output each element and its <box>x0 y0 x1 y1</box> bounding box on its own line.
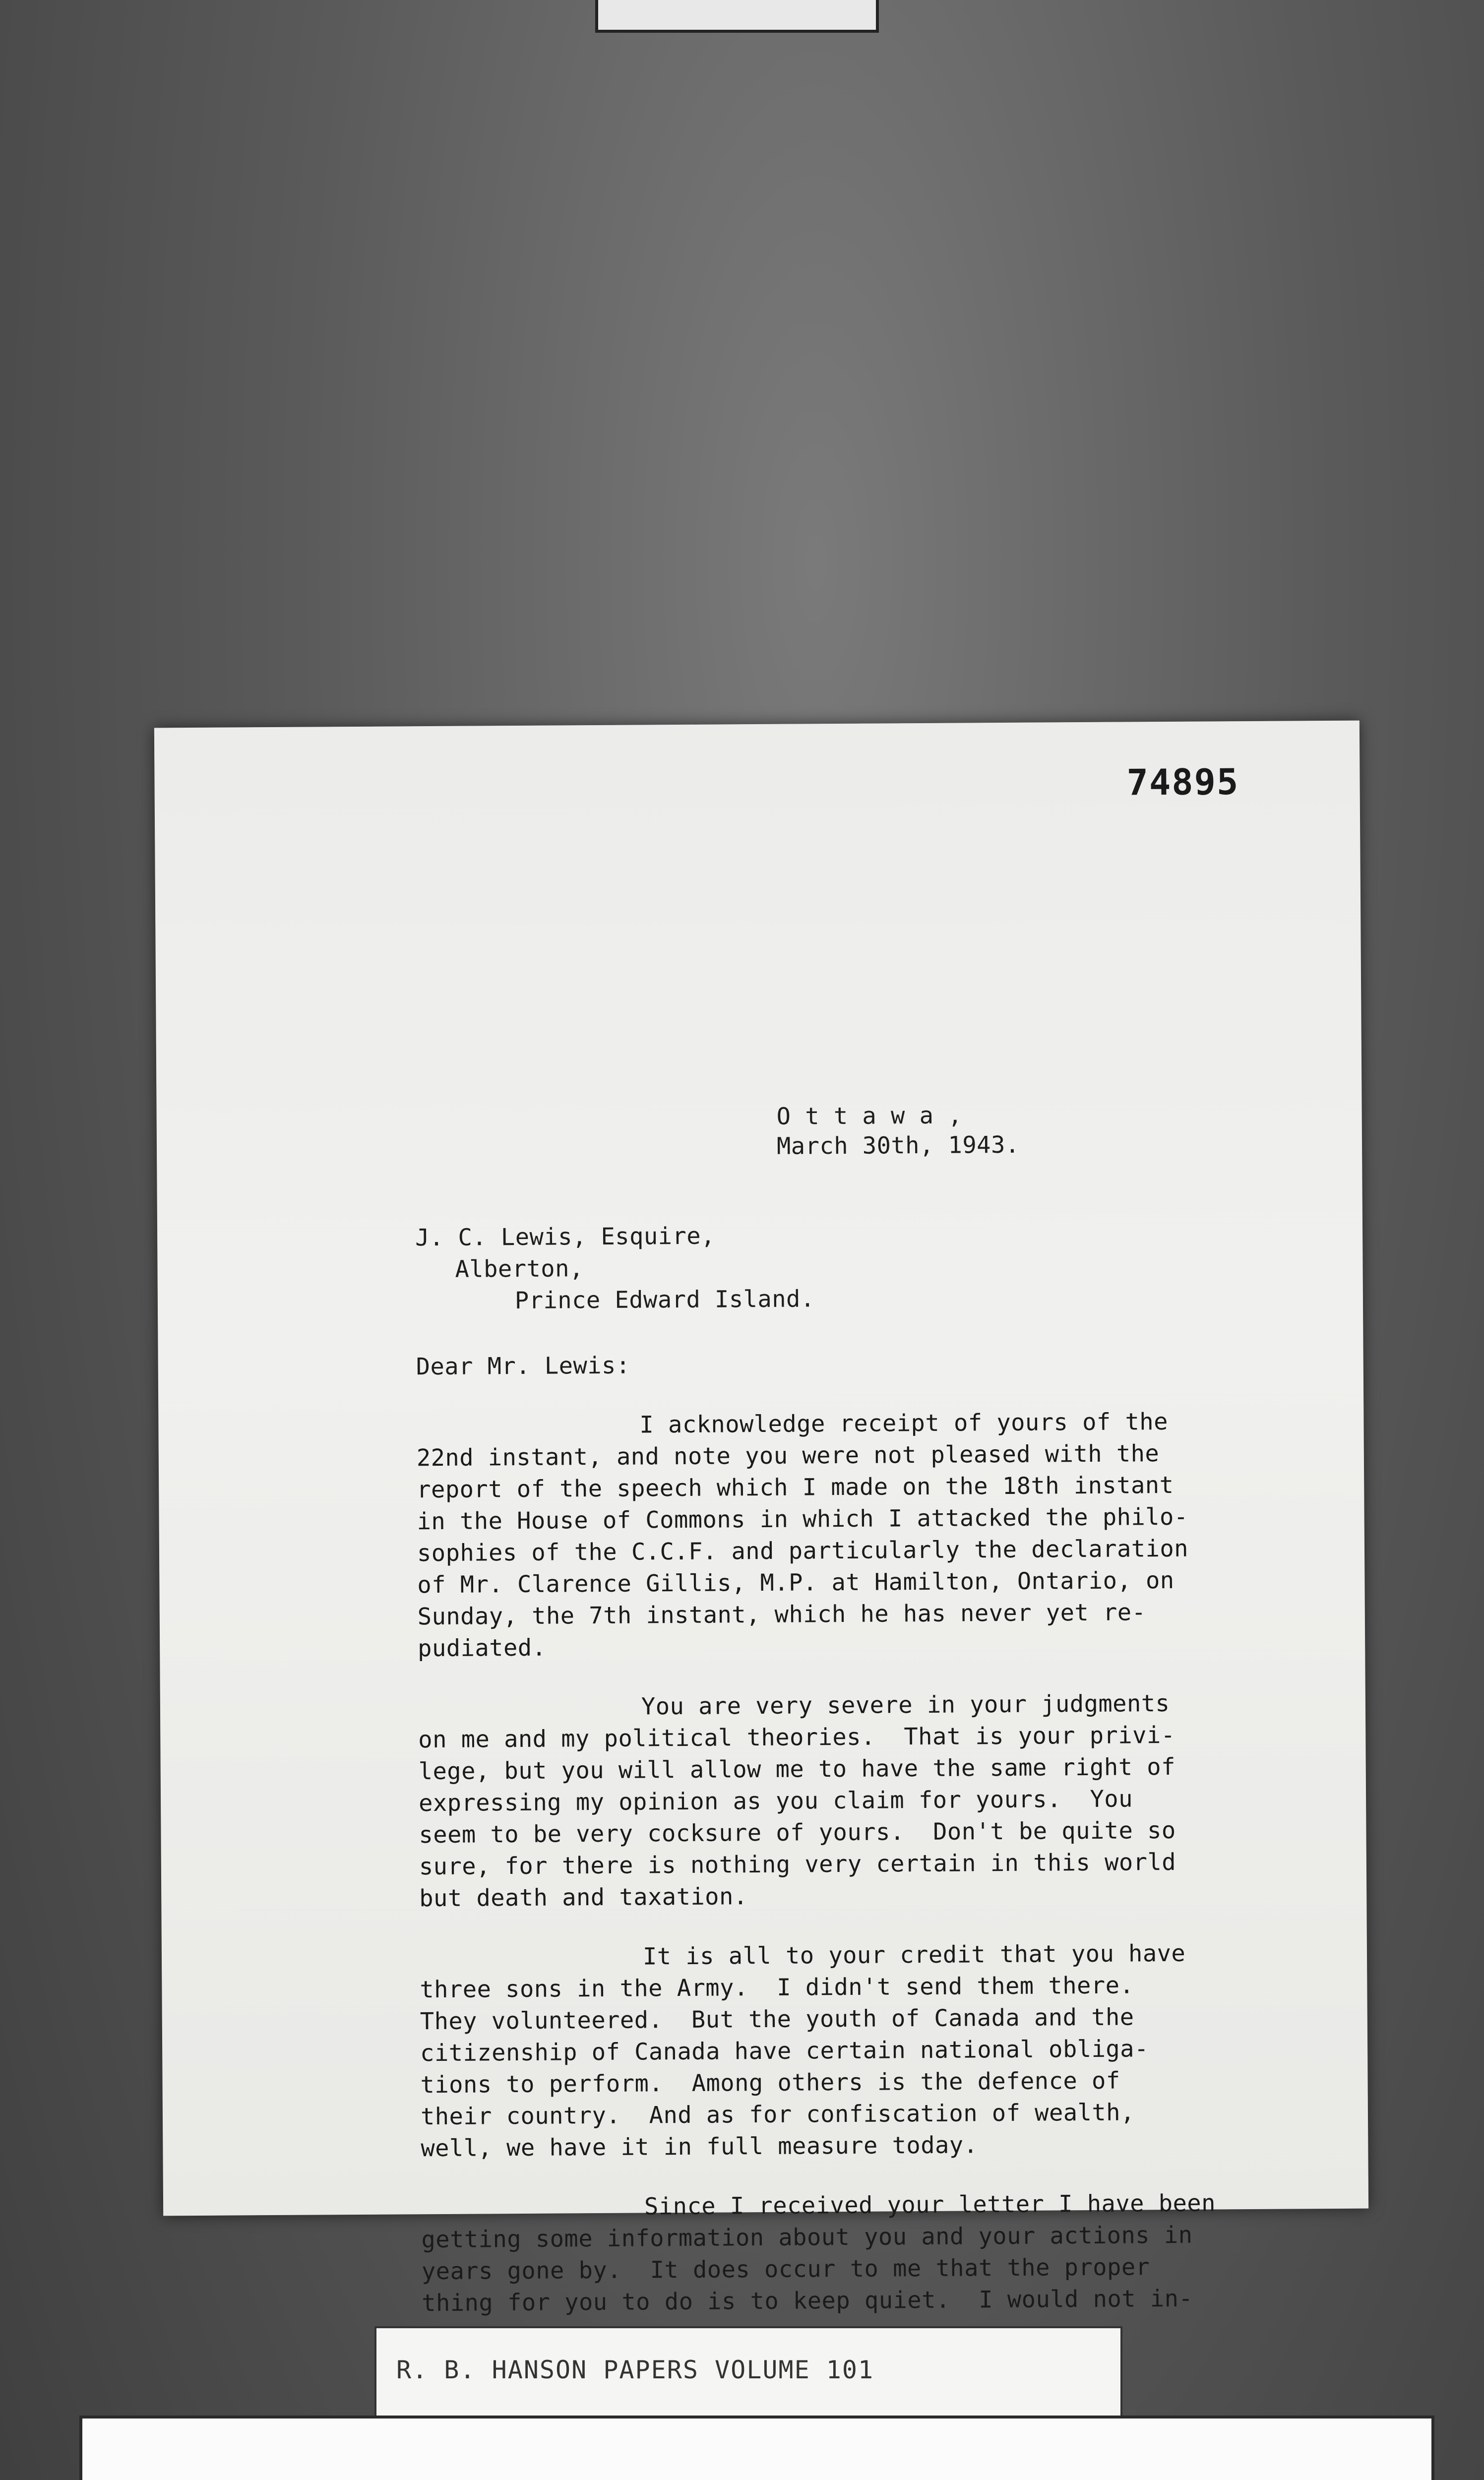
recipient-town: Alberton, <box>455 1255 584 1283</box>
text-line: their country. And as for confiscation of wealth, <box>420 2099 1135 2131</box>
paragraph <box>420 1937 1363 2165</box>
text-line: Sunday, the 7th instant, which he has never yet re- <box>417 1599 1146 1631</box>
text-line: thing for you to do is to keep quiet. I would not in- <box>422 2285 1193 2317</box>
paragraph <box>421 2187 1364 2320</box>
text-line: years gone by. It does occur to me that the proper <box>421 2253 1150 2286</box>
recipient-province: Prince Edward Island. <box>514 1285 815 1315</box>
text-line: but death and taxation. <box>419 1883 748 1913</box>
text-line: getting some information about you and your actions in <box>421 2221 1193 2254</box>
letter-date: March 30th, 1943. <box>776 1131 1020 1160</box>
text-line: 22nd instant, and note you were not pleased with the <box>416 1440 1160 1472</box>
salutation: Dear Mr. Lewis: <box>416 1352 630 1381</box>
letter-place: O t t a w a , <box>776 1102 963 1130</box>
text-line: sure, for there is nothing very certain in this world <box>419 1848 1176 1881</box>
text-line: citizenship of Canada have certain national obliga- <box>420 2035 1149 2067</box>
text-line: seem to be very cocksure of yours. Don't be quite so <box>419 1816 1176 1849</box>
text-line: sophies of the C.C.F. and particularly the declaration <box>417 1535 1189 1567</box>
text-line: You are very severe in your judgments <box>641 1689 1170 1721</box>
archive-card <box>79 2416 1434 2480</box>
text-line: on me and my political theories. That is your privi- <box>418 1721 1175 1754</box>
text-line: lege, but you will allow me to have the same right of <box>418 1753 1176 1786</box>
letter-body <box>416 1405 1364 2348</box>
text-line: report of the speech which I made on the 18th instant <box>417 1471 1174 1504</box>
text-line: They volunteered. But the youth of Canada and the <box>420 2003 1134 2036</box>
text-line: expressing my opinion as you claim for yours. You <box>418 1785 1133 1817</box>
volume-label: R. B. HANSON PAPERS VOLUME 101 <box>396 2356 874 2384</box>
volume-slip <box>374 2326 1122 2424</box>
text-line: well, we have it in full measure today. <box>421 2131 978 2163</box>
recipient-name: J. C. Lewis, Esquire, <box>415 1222 716 1252</box>
text-line: in the House of Commons in which I attacked the philo- <box>417 1503 1188 1536</box>
letter-page <box>154 721 1368 2317</box>
paragraph <box>418 1687 1362 1915</box>
text-line: Since I received your letter I have been <box>644 2189 1216 2221</box>
text-line: of Mr. Clarence Gillis, M.P. at Hamilton, Ontario, on <box>417 1566 1175 1599</box>
paragraph <box>416 1405 1360 1665</box>
text-line: It is all to your credit that you have <box>642 1939 1186 1971</box>
text-line: three sons in the Army. I didn't send them there. <box>420 1972 1134 2004</box>
document-number: 74895 <box>1126 761 1239 804</box>
text-line: tions to perform. Among others is the defence of <box>420 2067 1120 2099</box>
top-clip <box>595 0 879 33</box>
text-line: I acknowledge receipt of yours of the <box>639 1408 1169 1439</box>
text-line: pudiated. <box>418 1634 547 1663</box>
